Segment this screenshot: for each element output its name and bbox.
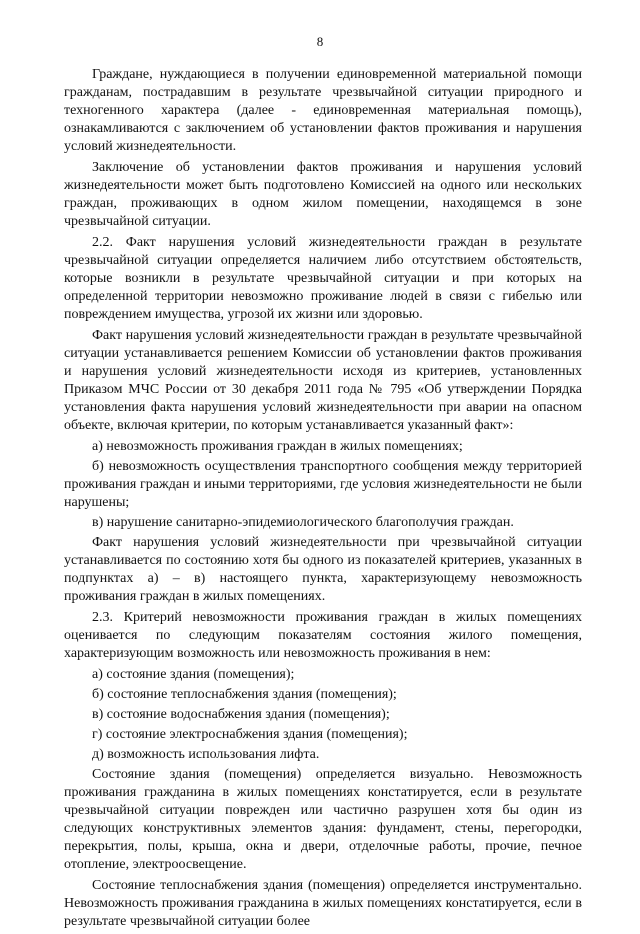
- list-item-a: а) невозможность проживания граждан в жилых помещениях;: [92, 439, 463, 454]
- list-item-elevator: д) возможность использования лифта.: [92, 747, 320, 762]
- list-item-water: в) состояние водоснабжения здания (помещения);: [92, 707, 390, 722]
- paragraph-fact-decision: Факт нарушения условий жизнедеятельности граждан в результате чрезвычайной ситуации устанавливается решением Комиссии об установлении фактов проживания и нарушения условий жизнедеятельности исходя из критериев, установленных Приказом МЧС России от 30 декабря 2011 года № 795 «Об утверждении Порядка установления факта нарушения условий жизнедеятельности при аварии на опасном объекте, включая критерии, по которым устанавливается указанный факт»:: [64, 328, 582, 433]
- page-number: 8: [316, 34, 324, 49]
- paragraph-heating-state: Состояние теплоснабжения здания (помещения) определяется инструментально. Невозможность проживания гражданина в жилых помещениях констатируется, если в результате чрезвычайной ситуации более: [64, 878, 582, 929]
- list-item-b: б) невозможность осуществления транспортного сообщения между территорией проживания граждан и иными территориями, где условия жизнедеятельности не были нарушены;: [64, 459, 582, 510]
- list-item-c: в) нарушение санитарно-эпидемиологического благополучия граждан.: [92, 515, 514, 530]
- list-item-electricity: г) состояние электроснабжения здания (помещения);: [92, 727, 408, 742]
- paragraph-fact-established: Факт нарушения условий жизнедеятельности при чрезвычайной ситуации устанавливается по состоянию хотя бы одного из показателей критериев, указанных в подпунктах а) – в) настоящего пункта, характеризующему невозможность проживания граждан в жилых помещениях.: [64, 535, 582, 604]
- paragraph-building-state: Состояние здания (помещения) определяется визуально. Невозможность проживания гражданина в жилых помещениях констатируется, если в результате чрезвычайной ситуации поврежден или частично разрушен хотя бы один из следующих конструктивных элементов здания: фундамент, стены, перегородки, перекрытия, полы, крыша, окна и двери, отделочные работы, прочие, печное отопление, электроосвещение.: [64, 767, 582, 872]
- list-item-building: а) состояние здания (помещения);: [92, 667, 295, 682]
- paragraph-applicants: Граждане, нуждающиеся в получении единовременной материальной помощи гражданам, пострадавшим в результате чрезвычайной ситуации природного и техногенного характера (далее - единовременная материальная помощь), ознакамливаются с заключением об установлении фактов проживания и нарушения условий жизнедеятельности.: [64, 67, 582, 154]
- list-item-heating: б) состояние теплоснабжения здания (помещения);: [92, 687, 397, 702]
- document-body: [64, 66, 582, 934]
- paragraph-2-2: 2.2. Факт нарушения условий жизнедеятельности граждан в результате чрезвычайной ситуации определяется наличием либо отсутствием обстоятельств, которые возникли в результате чрезвычайной ситуации и при которых на определенной территории невозможно проживание людей в связи с гибелью или повреждением имущества, угрозой их жизни или здоровью.: [64, 235, 582, 322]
- paragraph-conclusion: Заключение об установлении фактов проживания и нарушения условий жизнедеятельности может быть подготовлено Комиссией на одного или нескольких граждан, проживающих в одном жилом помещении, находящемся в зоне чрезвычайной ситуации.: [64, 160, 582, 229]
- paragraph-2-3: 2.3. Критерий невозможности проживания граждан в жилых помещениях оценивается по следующим показателям состояния жилого помещения, характеризующим возможность или невозможность проживания в нем:: [64, 610, 582, 661]
